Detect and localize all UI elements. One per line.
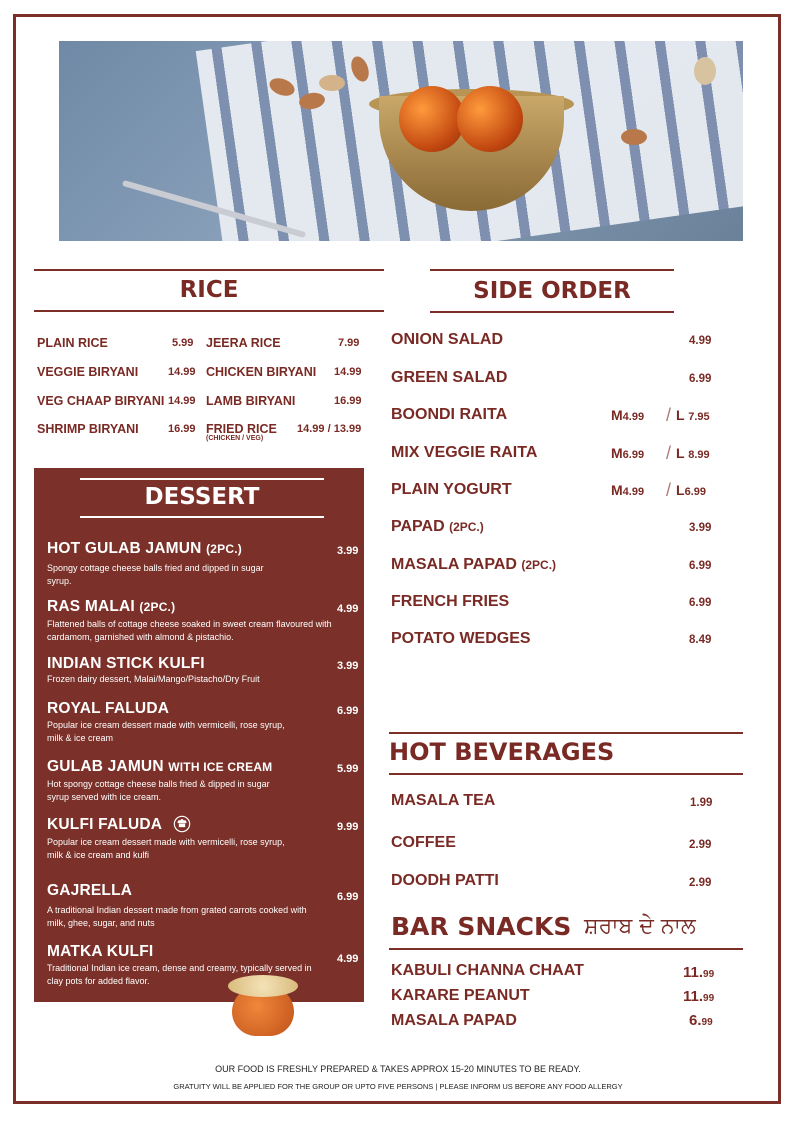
- beverage-item-name: DOODH PATTI: [391, 872, 499, 889]
- hot-beverages-title: HOT BEVERAGES: [389, 738, 615, 766]
- beverage-item-name: MASALA TEA: [391, 792, 496, 809]
- matka-kulfi-top: [228, 975, 298, 997]
- size-letter: L: [676, 445, 685, 461]
- rice-item-name: VEGGIE BIRYANI: [37, 365, 139, 379]
- side-item-price: 3.99: [689, 522, 712, 534]
- side-item-price: 4.99: [689, 335, 712, 347]
- rice-item-price: 14.99: [168, 395, 196, 407]
- dessert-item-desc: A traditional Indian dessert made from grated carrots cooked with milk, ghee, sugar, and nuts: [47, 905, 307, 928]
- price-cents: 99: [703, 993, 715, 1004]
- side-item-name: MIX VEGGIE RAITA: [391, 444, 538, 461]
- dessert-item-price: 4.99: [337, 953, 359, 965]
- size-letter: M: [611, 407, 623, 423]
- dessert-item-name: [47, 540, 242, 558]
- rice-item-price: 14.99: [334, 366, 362, 378]
- side-order-rule-top: [430, 269, 674, 271]
- rice-item-label: FRIED RICE: [206, 422, 277, 436]
- medium-price: [611, 445, 644, 461]
- beverage-item-price: 2.99: [689, 839, 712, 851]
- size-price: 4.99: [622, 411, 645, 423]
- bar-snack-item-price: [689, 1012, 713, 1029]
- gulab-jamun-image: [457, 86, 523, 152]
- dessert-item-desc: Popular ice cream dessert made with vermicelli, rose syrup, milk & ice cream: [47, 720, 285, 743]
- rice-title: RICE: [179, 277, 239, 303]
- dessert-item-desc: Frozen dairy dessert, Malai/Mango/Pistacho/Dry Fruit: [47, 674, 260, 684]
- bar-snack-item-price: [683, 964, 714, 981]
- rice-item-name: JEERA RICE: [206, 336, 281, 350]
- side-item-name: BOONDI RAITA: [391, 406, 508, 423]
- price-cents: 99: [701, 1017, 713, 1028]
- side-item-name: GREEN SALAD: [391, 369, 508, 386]
- dessert-item-price: 4.99: [337, 603, 359, 615]
- chef-special-icon: [173, 815, 191, 833]
- rice-item-name: LAMB BIRYANI: [206, 394, 296, 408]
- side-item-qty: (2PC.): [521, 558, 557, 572]
- rice-rule-bottom: [34, 310, 384, 312]
- side-item-name: POTATO WEDGES: [391, 630, 531, 647]
- price-cents: 99: [703, 969, 715, 980]
- beverage-item-price: 1.99: [690, 797, 713, 809]
- side-item-label: PAPAD: [391, 518, 445, 535]
- rice-rule-top: [34, 269, 384, 271]
- dessert-item-label: HOT GULAB JAMUN: [47, 540, 202, 557]
- size-letter: M: [611, 482, 623, 498]
- dessert-item-price: 6.99: [337, 705, 359, 717]
- rice-item-name: [206, 422, 277, 442]
- beverage-item-name: COFFEE: [391, 834, 456, 851]
- rice-item-name: CHICKEN BIRYANI: [206, 365, 317, 379]
- slash-divider: /: [666, 405, 672, 425]
- side-item-qty: (2PC.): [449, 520, 484, 534]
- bar-snack-item-name: KARARE PEANUT: [391, 987, 530, 1004]
- price-main: 11.: [683, 964, 704, 981]
- dessert-rule-bottom: [80, 516, 324, 518]
- size-letter: L: [676, 482, 685, 498]
- size-price: 6.99: [622, 449, 645, 461]
- rice-item-price: 14.99: [168, 366, 196, 378]
- bar-snack-item-name: MASALA PAPAD: [391, 1012, 517, 1029]
- almond-image: [621, 129, 647, 145]
- rice-item-name: VEG CHAAP BIRYANI: [37, 394, 165, 408]
- dessert-item-price: 9.99: [337, 821, 359, 833]
- side-item-name: PLAIN YOGURT: [391, 481, 512, 498]
- side-item-price: 8.49: [689, 634, 712, 646]
- dessert-item-name: INDIAN STICK KULFI: [47, 655, 205, 672]
- dessert-item-name: [47, 598, 175, 616]
- side-item-name: FRENCH FRIES: [391, 593, 510, 610]
- beverages-rule-top: [389, 732, 743, 734]
- dessert-item-qty: WITH ICE CREAM: [168, 760, 273, 774]
- nut-image: [319, 75, 345, 91]
- dessert-item-label: GULAB JAMUN: [47, 758, 164, 775]
- large-price: [676, 482, 706, 498]
- large-price: [676, 407, 710, 423]
- medium-price: [611, 482, 644, 498]
- bar-snacks-punjabi-title: ਸ਼ਰਾਬ ਦੇ ਨਾਲ: [584, 914, 696, 939]
- side-item-price: 6.99: [689, 373, 712, 385]
- bar-snack-item-price: [683, 988, 714, 1005]
- price-main: 11.: [683, 988, 704, 1005]
- footer-policy: GRATUITY WILL BE APPLIED FOR THE GROUP OR UPTO FIVE PERSONS | PLEASE INFORM US BEFORE ANY FOOD ALLERGY: [173, 1082, 623, 1091]
- size-price: 6.99: [684, 486, 706, 498]
- dessert-item-name: GAJRELLA: [47, 882, 133, 899]
- size-letter: M: [611, 445, 623, 461]
- side-item-name: ONION SALAD: [391, 331, 503, 348]
- rice-item-price: 16.99: [168, 423, 196, 435]
- dessert-item-price: 5.99: [337, 763, 359, 775]
- size-price: 4.99: [622, 486, 645, 498]
- dessert-item-desc: Traditional Indian ice cream, dense and creamy, typically served in clay pots for added flavor.: [47, 963, 312, 986]
- dessert-item-desc: Flattened balls of cottage cheese soaked in sweet cream flavoured with cardamom, garnished with almond & pistachio.: [47, 619, 332, 642]
- rice-item-name: SHRIMP BIRYANI: [37, 422, 139, 436]
- dessert-item-name: [47, 758, 272, 776]
- dessert-rule-top: [80, 478, 324, 480]
- side-item-price: 6.99: [689, 597, 712, 609]
- side-item-label: MASALA PAPAD: [391, 556, 517, 573]
- price-main: 6.: [689, 1012, 702, 1029]
- hero-image: [59, 41, 743, 241]
- side-item-price: 6.99: [689, 560, 712, 572]
- slash-divider: /: [666, 443, 672, 463]
- side-item-name: [391, 518, 484, 536]
- rice-item-note: (CHICKEN / VEG): [206, 435, 264, 442]
- rice-item-price: 5.99: [172, 337, 194, 349]
- rice-item-price: 7.99: [338, 337, 360, 349]
- rice-item-price: 14.99 / 13.99: [297, 423, 362, 435]
- dessert-item-desc: Spongy cottage cheese balls fried and dipped in sugar syrup.: [47, 563, 264, 586]
- dessert-item-price: 3.99: [337, 660, 359, 672]
- dessert-item-name: KULFI FALUDA: [47, 816, 163, 833]
- side-item-name: [391, 556, 556, 574]
- dessert-item-desc: Hot spongy cottage cheese balls fried & dipped in sugar syrup served with ice cream.: [47, 779, 270, 802]
- dessert-item-qty: (2PC.): [139, 600, 176, 614]
- dessert-item-name: ROYAL FALUDA: [47, 700, 170, 717]
- dessert-item-desc: Popular ice cream dessert made with vermicelli, rose syrup, milk & ice cream and kulfi: [47, 837, 285, 860]
- gulab-jamun-image: [399, 86, 465, 152]
- side-order-rule-bottom: [430, 311, 674, 313]
- bar-snack-item-name: KABULI CHANNA CHAAT: [391, 962, 584, 979]
- dessert-item-name: MATKA KULFI: [47, 943, 154, 960]
- dessert-item-price: 6.99: [337, 891, 359, 903]
- size-price: 8.99: [688, 449, 710, 461]
- nut-image: [694, 57, 716, 85]
- beverage-item-price: 2.99: [689, 877, 712, 889]
- rice-item-price: 16.99: [334, 395, 362, 407]
- dessert-item-label: RAS MALAI: [47, 598, 135, 615]
- medium-price: [611, 407, 644, 423]
- dessert-item-price: 3.99: [337, 545, 359, 557]
- size-price: 7.95: [688, 411, 710, 423]
- bar-snacks-title: BAR SNACKS: [391, 912, 572, 941]
- dessert-title: DESSERT: [144, 484, 260, 510]
- bar-snacks-rule: [389, 948, 743, 950]
- dessert-item-qty: (2PC.): [206, 542, 242, 556]
- slash-divider: /: [666, 480, 672, 500]
- footer-notice: OUR FOOD IS FRESHLY PREPARED & TAKES APPROX 15-20 MINUTES TO BE READY.: [215, 1064, 581, 1074]
- large-price: [676, 445, 710, 461]
- side-order-title: SIDE ORDER: [473, 278, 631, 304]
- size-letter: L: [676, 407, 685, 423]
- rice-item-name: PLAIN RICE: [37, 336, 108, 350]
- beverages-rule-bottom: [389, 773, 743, 775]
